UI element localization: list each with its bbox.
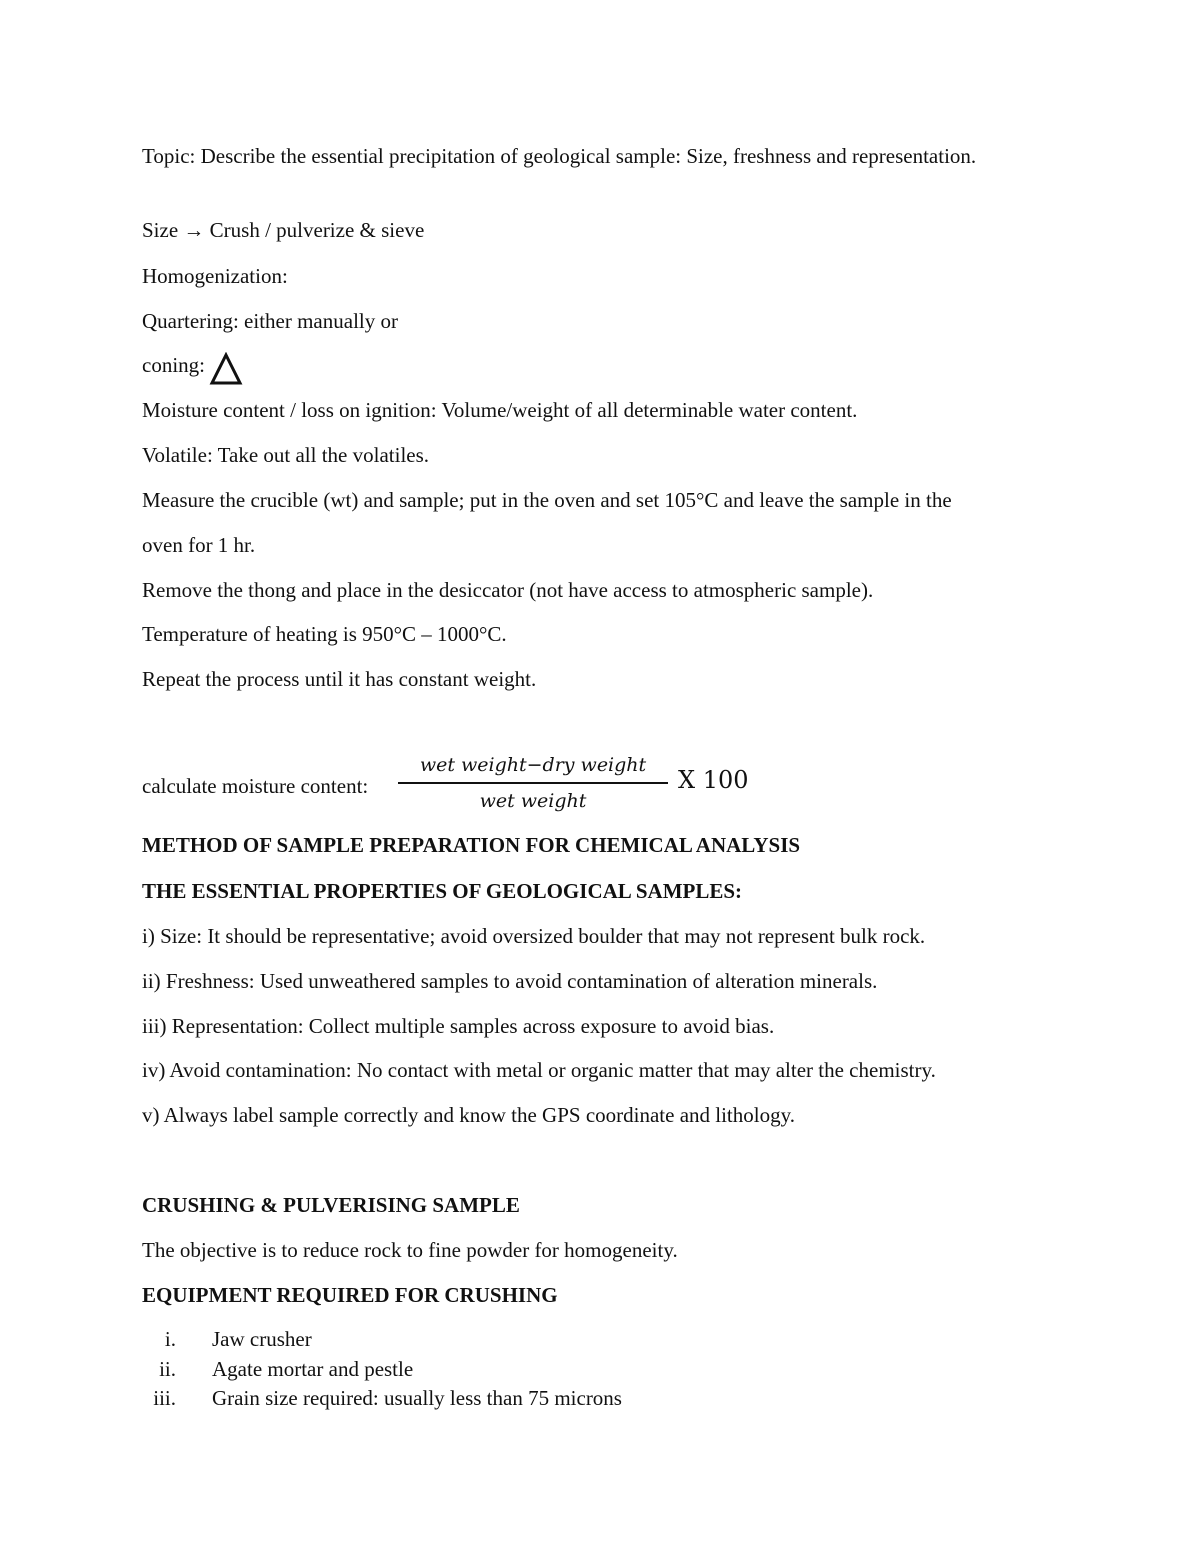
formula-multiplier: X 100 [678, 766, 749, 794]
property-item: ii) Freshness: Used unweathered samples to avoid contamination of alteration minerals. [142, 969, 878, 993]
list-text: Agate mortar and pestle [212, 1357, 414, 1381]
topic-paragraph: Topic: Describe the essential precipitation of geological sample: Size, freshness and representation. [142, 144, 977, 168]
measure-line-1: Measure the crucible (wt) and sample; put in the oven and set 105°C and leave the sample in the [142, 488, 952, 512]
formula-numerator: wet weight−dry weight [419, 754, 647, 776]
formula-denominator: wet weight [479, 790, 587, 812]
list-number: i. [164, 1327, 176, 1351]
measure-line-2: oven for 1 hr. [142, 533, 256, 557]
formula-label: calculate moisture content: [142, 774, 369, 798]
heading-crushing: CRUSHING & PULVERISING SAMPLE [142, 1193, 520, 1217]
heading-equipment: EQUIPMENT REQUIRED FOR CRUSHING [142, 1283, 558, 1307]
formula-fraction [398, 750, 668, 814]
list-number: ii. [159, 1357, 176, 1381]
homogenization-line: Homogenization: [142, 264, 288, 288]
property-item: v) Always label sample correctly and know the GPS coordinate and lithology. [142, 1103, 795, 1127]
fraction-bar [398, 782, 668, 784]
remove-line: Remove the thong and place in the desiccator (not have access to atmospheric sample). [142, 578, 874, 602]
heading-properties: THE ESSENTIAL PROPERTIES OF GEOLOGICAL SAMPLES: [142, 879, 743, 903]
property-item: iii) Representation: Collect multiple samples across exposure to avoid bias. [142, 1014, 775, 1038]
property-item: iv) Avoid contamination: No contact with metal or organic matter that may alter the chemistry. [142, 1058, 936, 1082]
objective-line: The objective is to reduce rock to fine powder for homogeneity. [142, 1238, 678, 1262]
size-line: Size → Crush / pulverize & sieve [142, 218, 425, 242]
list-text: Grain size required: usually less than 75 microns [212, 1386, 622, 1410]
quartering-line: Quartering: either manually or [142, 309, 398, 333]
heading-method: METHOD OF SAMPLE PREPARATION FOR CHEMICAL ANALYSIS [142, 833, 801, 857]
property-item: i) Size: It should be representative; avoid oversized boulder that may not represent bulk rock. [142, 924, 926, 948]
repeat-line: Repeat the process until it has constant weight. [142, 667, 537, 691]
coning-row [142, 351, 209, 379]
coning-label: coning: [142, 353, 205, 377]
list-number: iii. [153, 1386, 176, 1410]
volatile-line: Volatile: Take out all the volatiles. [142, 443, 430, 467]
moisture-line: Moisture content / loss on ignition: Volume/weight of all determinable water content. [142, 398, 858, 422]
temperature-line: Temperature of heating is 950°C – 1000°C. [142, 622, 507, 646]
list-text: Jaw crusher [212, 1327, 312, 1351]
